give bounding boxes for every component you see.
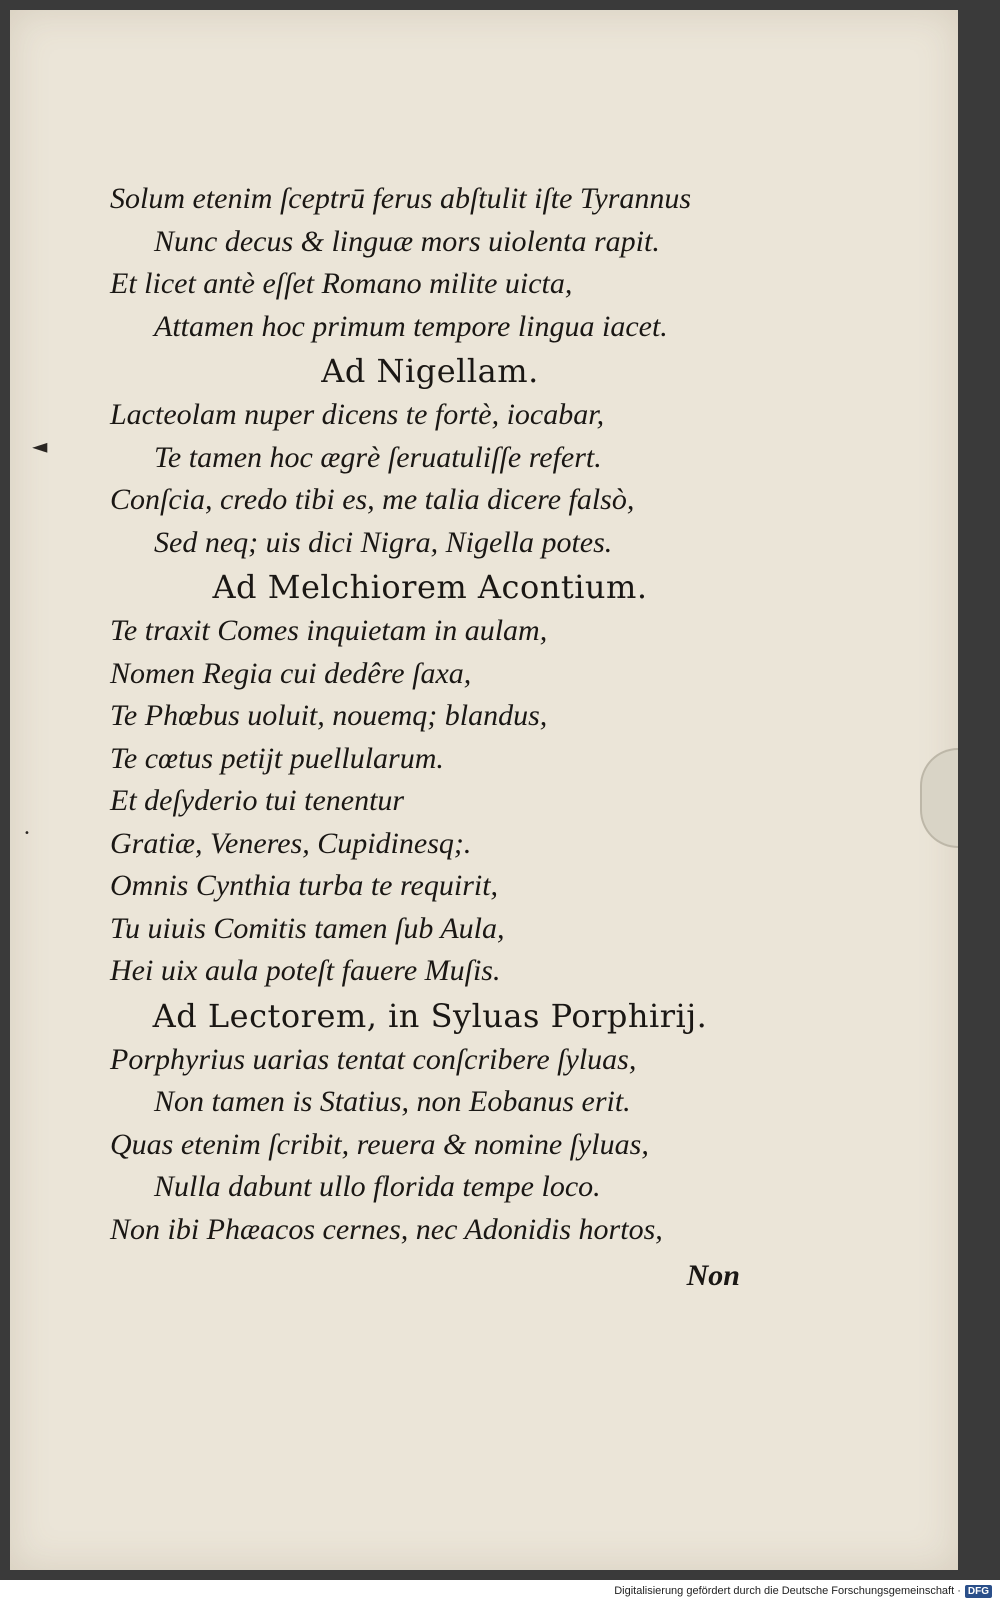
- poem1-line: Solum etenim ſceptrū ferus abſtulit iſte Tyrannus: [110, 182, 692, 215]
- poem2-line: Sed neq; uis dici Nigra, Nigella potes.: [154, 525, 613, 559]
- poem3-line: Tu uiuis Comitis tamen ſub Aula,: [110, 911, 505, 945]
- poem3-line: Nomen Regia cui dedêre ſaxa,: [110, 656, 472, 690]
- poem4-line: Quas etenim ſcribit, reuera & nomine ſyluas,: [110, 1127, 649, 1161]
- catchword: Non: [686, 1259, 740, 1292]
- poem2-line: Te tamen hoc ægrè ſeruatuliſſe refert.: [154, 440, 602, 474]
- poem1-line: Nunc decus & linguæ mors uiolenta rapit.: [154, 224, 660, 258]
- poem2-line: Lacteolam nuper dicens te fortè, iocabar,: [110, 398, 605, 431]
- poem4-line: Porphyrius uarias tentat conſcribere ſyluas,: [110, 1042, 637, 1076]
- margin-mark: ◄: [32, 434, 48, 458]
- poem3-line: Et deſyderio tui tenentur: [110, 784, 405, 817]
- poem4-line: Non tamen is Statius, non Eobanus erit.: [154, 1085, 631, 1118]
- poem2-line: Conſcia, credo tibi es, me talia dicere falsò,: [110, 483, 635, 516]
- poem3-line: Gratiæ, Veneres, Cupidinesq;.: [110, 826, 472, 860]
- poem3-line: Omnis Cynthia turba te requirit,: [110, 869, 499, 902]
- poem1-line: Et licet antè eſſet Romano milite uicta,: [110, 267, 573, 300]
- footer-credit: [614, 1582, 992, 1600]
- text-block: [110, 178, 750, 1298]
- heading-ad-melchiorem: Ad Melchiorem Acontium.: [212, 568, 648, 606]
- poem3-line: Te Phœbus uoluit, nouemq; blandus,: [110, 699, 548, 732]
- poem3-line: Te traxit Comes inquietam in aulam,: [110, 614, 548, 647]
- margin-dot: •: [24, 828, 30, 839]
- book-page: [10, 10, 958, 1570]
- clasp-tab: [920, 748, 958, 848]
- heading-ad-nigellam: Ad Nigellam.: [321, 352, 539, 390]
- heading-ad-lectorem: Ad Lectorem, in Syluas Porphirij.: [152, 996, 708, 1035]
- poem1-line: Attamen hoc primum tempore lingua iacet.: [154, 309, 668, 343]
- dfg-logo: DFG: [965, 1585, 992, 1598]
- poem4-line: Nulla dabunt ullo florida tempe loco.: [154, 1170, 601, 1203]
- poem3-line: Te cœtus petijt puellularum.: [110, 741, 444, 775]
- footer-credit-text: Digitalisierung gefördert durch die Deutsche Forschungsgemeinschaft ·: [614, 1585, 961, 1597]
- poem4-line: Non ibi Phæacos cernes, nec Adonidis hortos,: [110, 1212, 663, 1246]
- poem3-line: Hei uix aula poteſt fauere Muſis.: [110, 954, 501, 987]
